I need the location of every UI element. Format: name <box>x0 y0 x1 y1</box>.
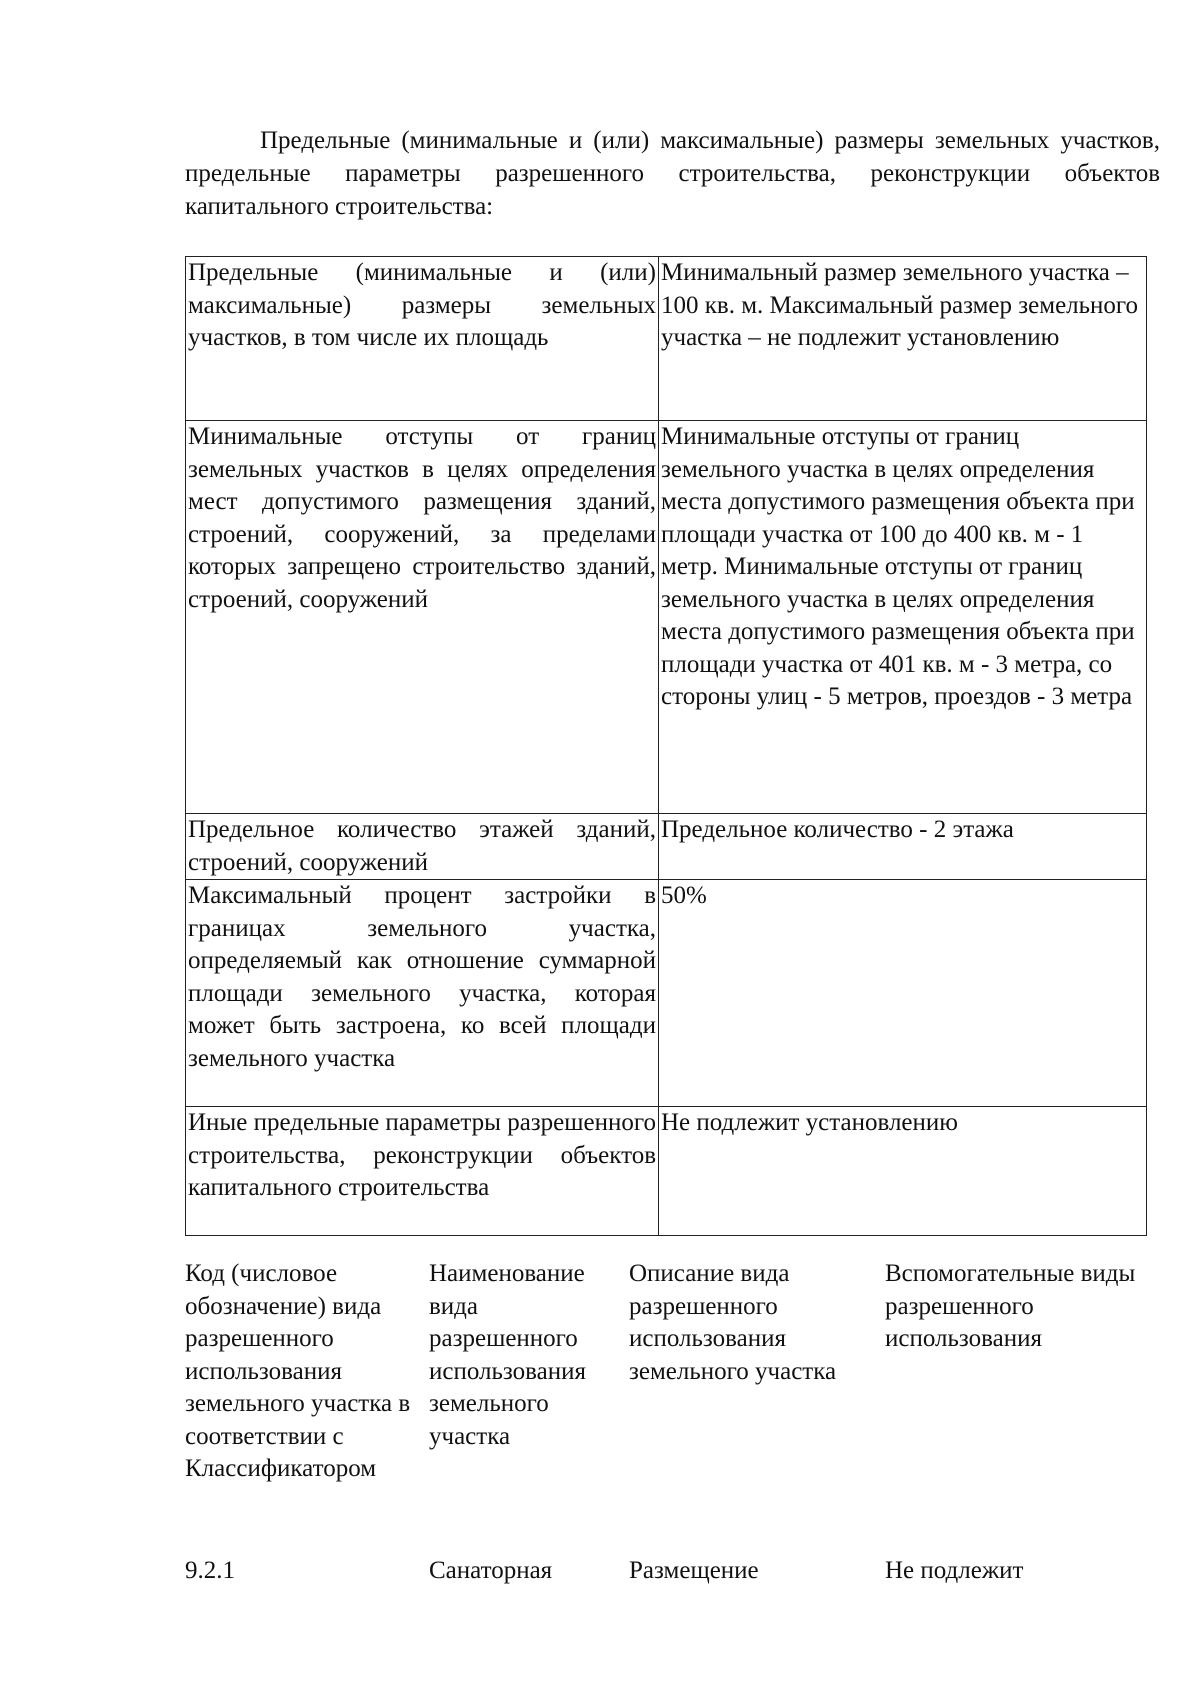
parameter-value: Не подлежит установлению <box>659 1107 1147 1236</box>
parameter-name: Максимальный процент застройки в границах земельного участка, определяемый как отношение суммарной площади земельного участка, которая может быть застроена, ко всей площади земельного участка <box>186 880 659 1107</box>
header-description: Описание вида разрешенного использования земельного участка <box>629 1260 837 1385</box>
header-auxiliary: Вспомогательные виды разрешенного использования <box>885 1260 1136 1352</box>
cell-auxiliary: Не подлежит <box>885 1557 1024 1584</box>
parameter-name: Предельные (минимальные и (или) максимальные) размеры земельных участков, в том числе их площадь <box>186 257 659 421</box>
header-name: Наименование вида разрешенного использования земельного участка <box>429 1260 586 1450</box>
parameter-name: Минимальные отступы от границ земельных участков в целях определения мест допустимого размещения зданий, строений, сооружений, за пределами которых запрещено строительство зданий, строений, сооружений <box>186 421 659 814</box>
cell-name: Санаторная <box>429 1557 553 1584</box>
intro-text: Предельные (минимальные и (или) максимальные) размеры земельных участков, предельные параметры разрешенного строительства, реконструкции объектов капитального строительства: <box>185 127 1160 220</box>
cell-code: 9.2.1 <box>185 1557 235 1584</box>
parameter-value: Минимальный размер земельного участка – 100 кв. м. Максимальный размер земельного участка – не подлежит установлению <box>659 257 1147 421</box>
table-row <box>186 814 1147 880</box>
cell-description: Размещение <box>629 1557 759 1584</box>
table-row <box>186 421 1147 814</box>
parameter-value: Предельное количество - 2 этажа <box>659 814 1147 880</box>
header-code: Код (числовое обозначение) вида разрешенного использования земельного участка в соответствии с Классификатором <box>185 1260 411 1482</box>
parameter-name: Иные предельные параметры разрешенного строительства, реконструкции объектов капитального строительства <box>186 1107 659 1236</box>
table-row <box>186 880 1147 1107</box>
table-row <box>186 257 1147 421</box>
parameter-name: Предельное количество этажей зданий, строений, сооружений <box>186 814 659 880</box>
parameter-value: Минимальные отступы от границ земельного участка в целях определения места допустимого размещения объекта при площади участка от 100 до 400 кв. м - 1 метр. Минимальные отступы от границ земельного участка в целях определения места допустимого размещения объекта при площади участка от 401 кв. м - 3 метра, со стороны улиц - 5 метров, проездов - 3 метра <box>659 421 1147 814</box>
intro-paragraph <box>185 124 1160 223</box>
parameters-table <box>185 256 1147 1236</box>
parameter-value: 50% <box>659 880 1147 1107</box>
table-row <box>186 1107 1147 1236</box>
